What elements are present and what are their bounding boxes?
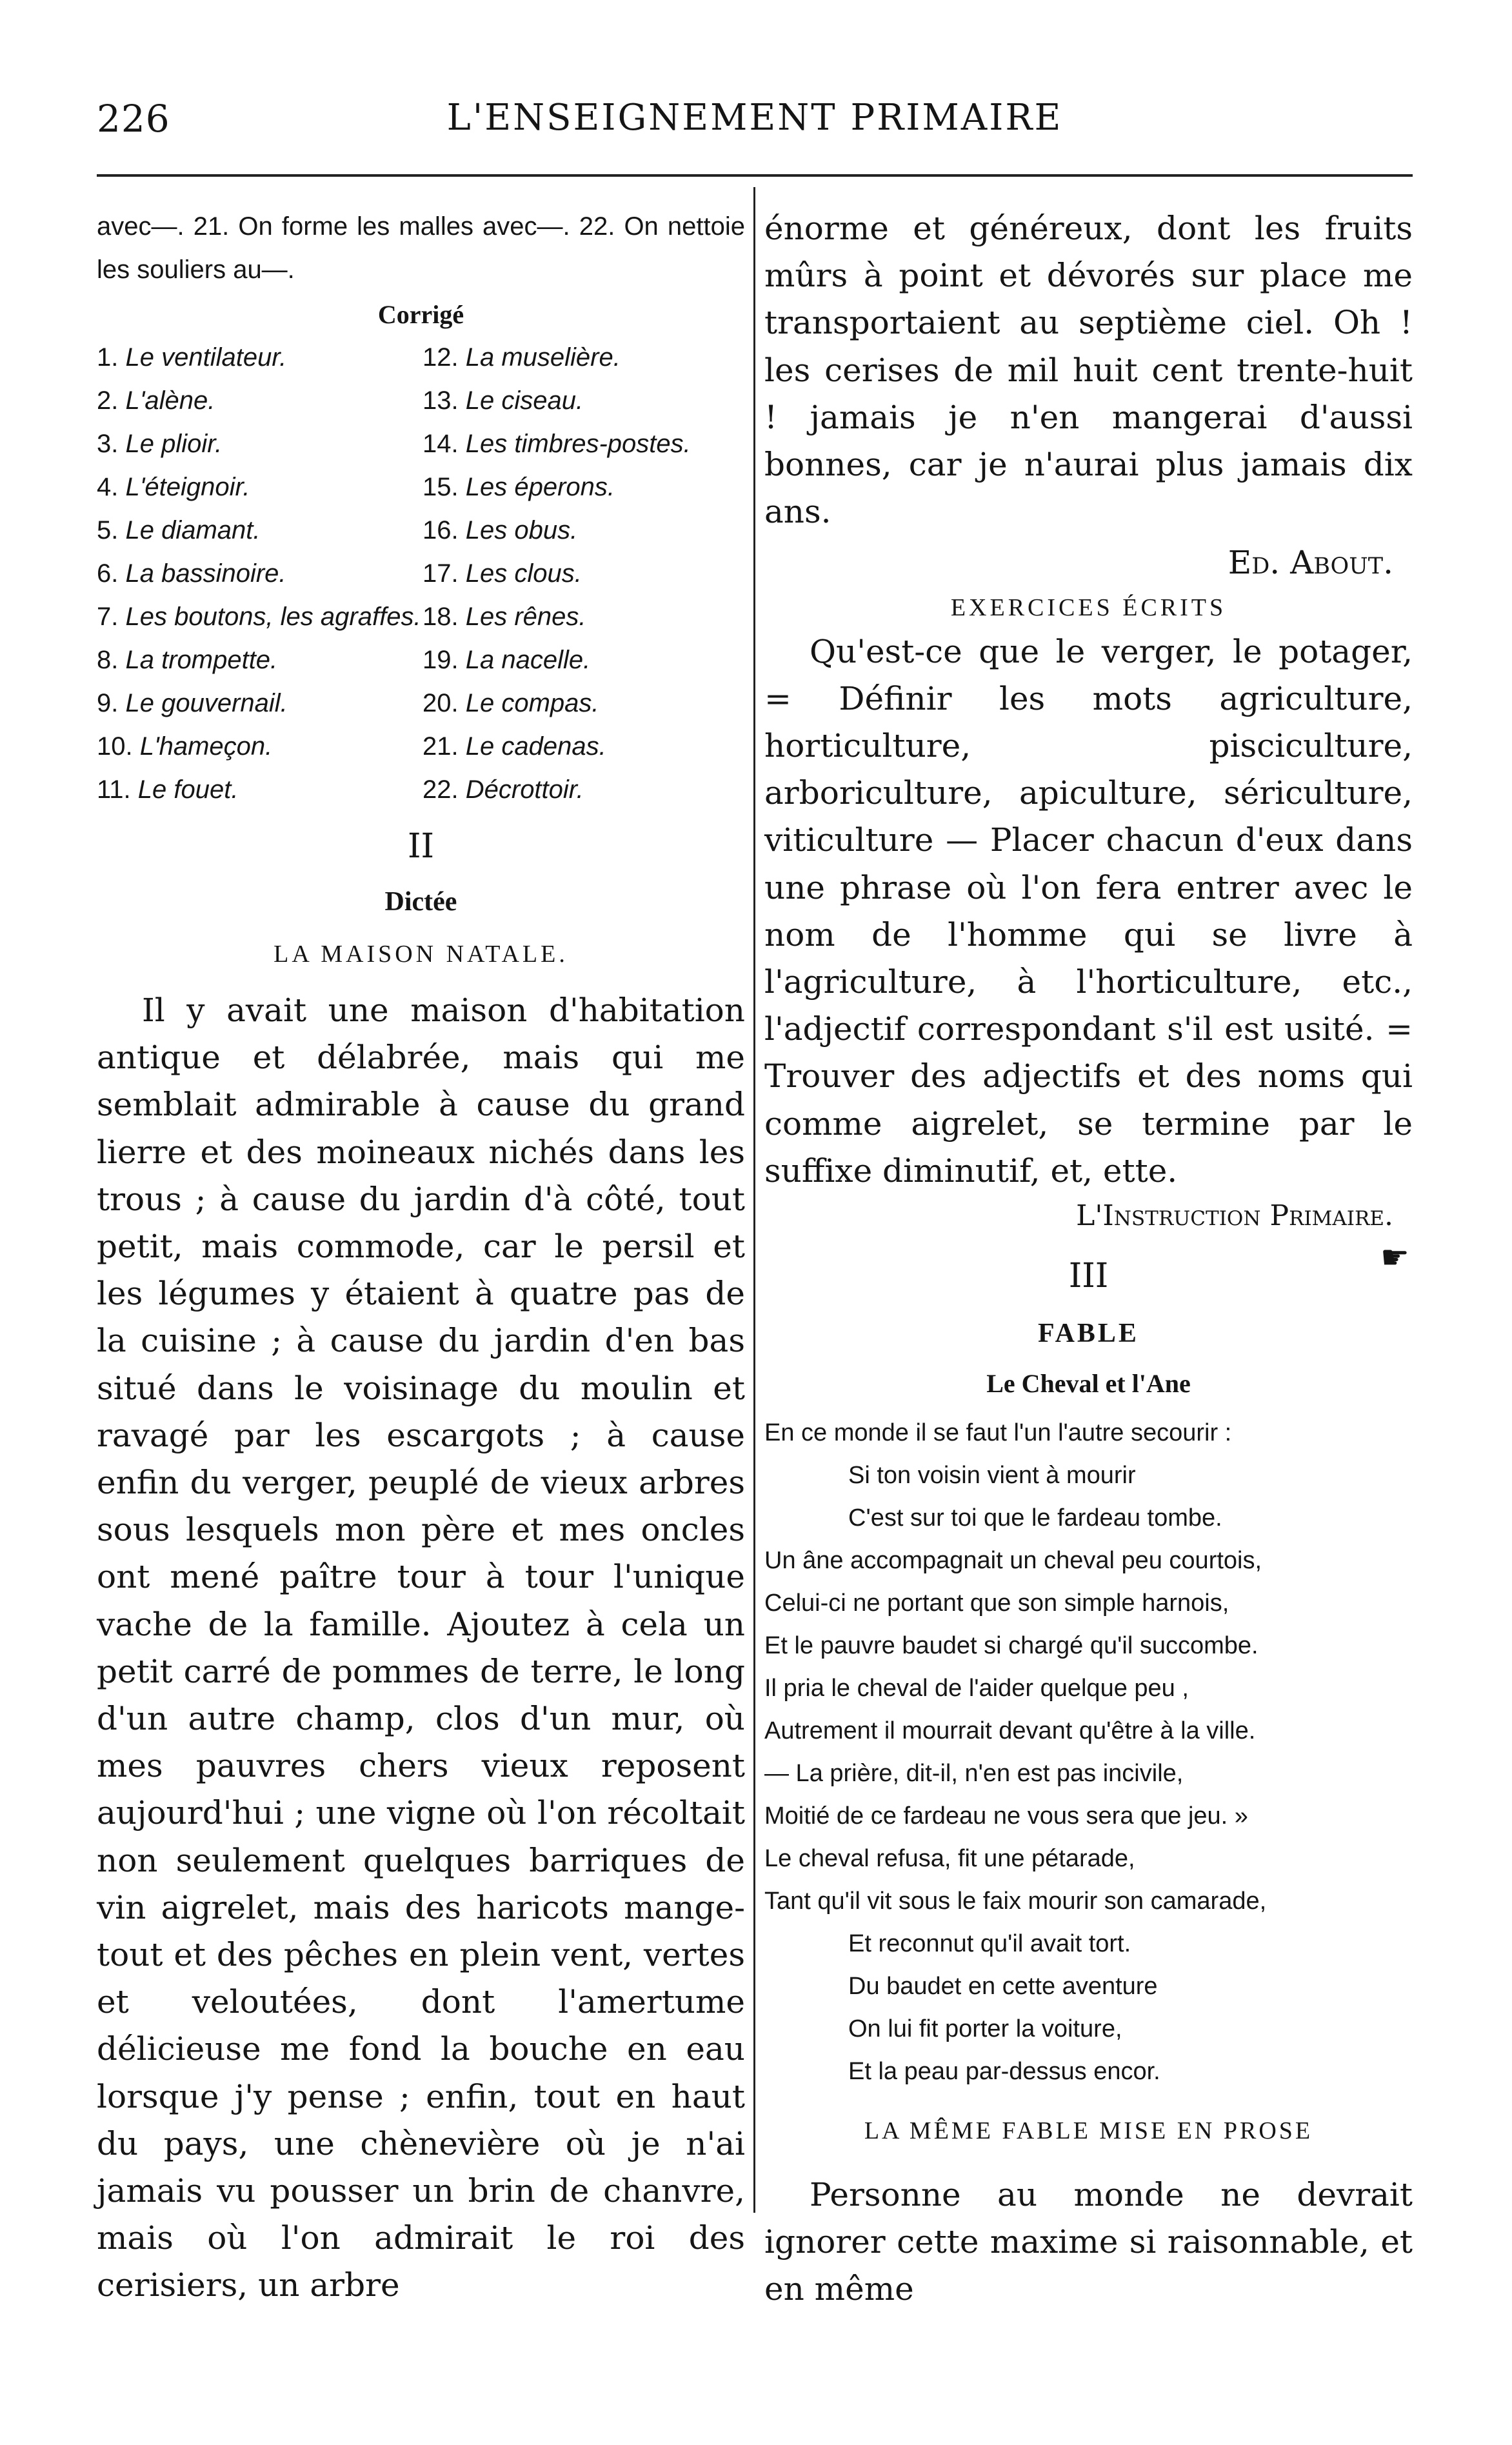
corrige-number: 19. [423, 646, 459, 674]
corrige-number: 1. [97, 343, 119, 372]
corrige-item [97, 725, 423, 768]
section-number: II [407, 827, 435, 866]
corrige-number: 2. [97, 386, 119, 415]
header-rule [97, 174, 1413, 177]
corrige-number: 8. [97, 646, 119, 674]
column-divider [753, 187, 755, 2213]
corrige-item [423, 552, 745, 595]
corrige-answer: Le fouet. [137, 775, 239, 804]
corrige-number: 11. [97, 775, 131, 804]
corrige-answer: Les rênes. [465, 603, 586, 631]
corrige-answer: Les timbres-postes. [465, 430, 691, 458]
corrige-number: 4. [97, 473, 119, 501]
corrige-answer: L'hameçon. [139, 732, 273, 761]
poem-line: Et reconnut qu'il avait tort. [848, 1930, 1131, 1958]
corrige-number: 22. [423, 775, 459, 804]
corrige-number: 21. [423, 732, 459, 761]
corrige-item [97, 509, 423, 552]
corrige-title: Corrigé [377, 300, 464, 329]
corrige-answer: La bassinoire. [125, 559, 286, 588]
fable-poem [764, 1412, 1413, 2093]
corrige-item [423, 768, 745, 812]
exercices-text: Qu'est-ce que le verger, le potager, = Définir les mots agriculture, horticulture, pisciculture, arboriculture, apiculture, sériculture, viticulture — Placer chacun d'eux dans une phrase où l'on fera entrer avec le nom de l'homme qui se livre à l'agriculture, à l'horticulture, etc., l'adjectif correspondant s'il est usité. = Trouver des adjectifs et des noms qui comme aigrelet, se termine par le suffixe diminutif, et, ette. [764, 632, 1413, 1190]
exercise-continuation: avec—. 21. On forme les malles avec—. 22. On nettoie les souliers au—. [97, 212, 745, 284]
corrige-answer: Le compas. [465, 689, 599, 717]
corrige-item [97, 682, 423, 725]
prose-text: Personne au monde ne devrait ignorer cette maxime si raisonnable, et en même [764, 2176, 1413, 2308]
corrige-answer: La nacelle. [465, 646, 591, 674]
corrige-number: 10. [97, 732, 133, 761]
poem-line: Et le pauvre baudet si chargé qu'il succombe. [764, 1632, 1258, 1660]
corrige-answer: La trompette. [125, 646, 278, 674]
corrige-number: 5. [97, 516, 119, 544]
corrige-item [423, 379, 745, 423]
corrige-number: 20. [423, 689, 459, 717]
corrige-answer: Le ciseau. [465, 386, 584, 415]
running-title: L'ENSEIGNEMENT PRIMAIRE [446, 97, 1063, 139]
printer-mark-icon: ☛ [1380, 1239, 1409, 1276]
corrige-item [423, 423, 745, 466]
corrige-answer: Les clous. [465, 559, 582, 588]
corrige-item [423, 595, 745, 639]
corrige-list [97, 336, 745, 812]
corrige-item [97, 552, 423, 595]
corrige-item [97, 595, 423, 639]
corrige-answer: La muselière. [465, 343, 621, 372]
exercices-title: EXERCICES ÉCRITS [950, 594, 1227, 621]
right-column [764, 205, 1413, 2313]
exercices-source: L'Instruction Primaire. [1076, 1199, 1393, 1233]
corrige-answer: Le cadenas. [465, 732, 606, 761]
corrige-answer: Décrottoir. [465, 775, 584, 804]
corrige-number: 12. [423, 343, 459, 372]
poem-line: Et la peau par-dessus encor. [848, 2058, 1160, 2086]
corrige-number: 9. [97, 689, 119, 717]
page-number: 226 [97, 97, 170, 141]
corrige-answer: Les obus. [465, 516, 578, 544]
poem-line: En ce monde il se faut l'un l'autre secourir : [764, 1419, 1232, 1447]
fable-subtitle: Le Cheval et l'Ane [986, 1369, 1191, 1399]
poem-line: Autrement il mourrait devant qu'être à la ville. [764, 1717, 1256, 1745]
section-number: III [1068, 1257, 1109, 1296]
corrige-number: 16. [423, 516, 459, 544]
corrige-answer: L'éteignoir. [125, 473, 250, 501]
poem-line: Tant qu'il vit sous le faix mourir son camarade, [764, 1888, 1267, 1915]
corrige-item [423, 336, 745, 379]
page-header [97, 97, 1413, 142]
poem-line: Celui-ci ne portant que son simple harnois, [764, 1590, 1229, 1617]
corrige-item [97, 379, 423, 423]
corrige-item [97, 639, 423, 682]
poem-line: Le cheval refusa, fit une pétarade, [764, 1845, 1135, 1873]
corrige-number: 6. [97, 559, 119, 588]
corrige-number: 18. [423, 603, 459, 631]
poem-line: C'est sur toi que le fardeau tombe. [848, 1504, 1222, 1532]
poem-line: Si ton voisin vient à mourir [848, 1462, 1136, 1490]
corrige-number: 7. [97, 603, 119, 631]
corrige-answer: Le diamant. [125, 516, 261, 544]
corrige-item [423, 725, 745, 768]
dictee-title: Dictée [384, 887, 457, 917]
corrige-answer: L'alène. [125, 386, 215, 415]
poem-line: Un âne accompagnait un cheval peu courtois, [764, 1547, 1262, 1575]
corrige-item [97, 466, 423, 509]
dictee-text: Il y avait une maison d'habitation antique et délabrée, mais qui me semblait admirable à cause du grand lierre et des moineaux nichés dans les trous ; à cause du jardin d'à côté, tout petit, mais commode, car le persil et les légumes y étaient à quatre pas de la cuisine ; à cause du jardin d'en bas situé dans le voisinage du moulin et ravagé par les escargots ; à cause enfin du verger, peuplé de vieux arbres sous lesquels mon père et mes oncles ont mené paître tour à tour l'unique vache de la famille. Ajoutez à cela un petit carré de pommes de terre, le long d'un autre champ, clos d'un mur, où mes pauvres chers vieux reposent aujourd'hui ; une vigne où l'on récoltait non seulement quelques barriques de vin aigrelet, mais des haricots mange-tout et des pêches en plein vent, vertes et veloutées, dont l'amertume délicieuse me fond la bouche en eau lorsque j'y pense ; enfin, tout en haut du pays, une chènevière où je n'ai jamais vu pousser un brin de chanvre, mais où l'on admirait le roi des cerisiers, un arbre [97, 992, 745, 2304]
corrige-item [423, 466, 745, 509]
prose-title: LA MÊME FABLE MISE EN PROSE [864, 2117, 1313, 2145]
corrige-answer: Les boutons, les agraffes. [125, 603, 421, 631]
poem-line: Il pria le cheval de l'aider quelque peu , [764, 1675, 1189, 1702]
left-column [97, 205, 745, 2310]
corrige-item [97, 336, 423, 379]
corrige-number: 13. [423, 386, 459, 415]
corrige-answer: Le plioir. [125, 430, 223, 458]
dictee-continuation: énorme et généreux, dont les fruits mûrs à point et dévorés sur place me transportaient au septième ciel. Oh ! les cerises de mil huit cent trente-huit ! jamais je n'en mangerai d'aussi bonnes, car je n'aurai plus jamais dix ans. [764, 210, 1413, 531]
poem-line: Du baudet en cette aventure [848, 1973, 1158, 2001]
corrige-item [423, 682, 745, 725]
corrige-item [97, 423, 423, 466]
corrige-answer: Les éperons. [465, 473, 615, 501]
corrige-item [423, 509, 745, 552]
corrige-number: 15. [423, 473, 459, 501]
fable-title: FABLE [1038, 1319, 1139, 1349]
corrige-answer: Le ventilateur. [125, 343, 287, 372]
corrige-number: 14. [423, 430, 459, 458]
poem-line: On lui fit porter la voiture, [848, 2015, 1122, 2043]
corrige-answer: Le gouvernail. [125, 689, 288, 717]
corrige-item [97, 768, 423, 812]
corrige-number: 17. [423, 559, 459, 588]
dictee-author: Ed. About. [1228, 544, 1393, 582]
dictee-subtitle: LA MAISON NATALE. [274, 941, 568, 968]
corrige-number: 3. [97, 430, 119, 458]
corrige-item [423, 639, 745, 682]
poem-line: Moitié de ce fardeau ne vous sera que jeu. » [764, 1802, 1248, 1830]
poem-line: — La prière, dit-il, n'en est pas incivile, [764, 1760, 1184, 1788]
